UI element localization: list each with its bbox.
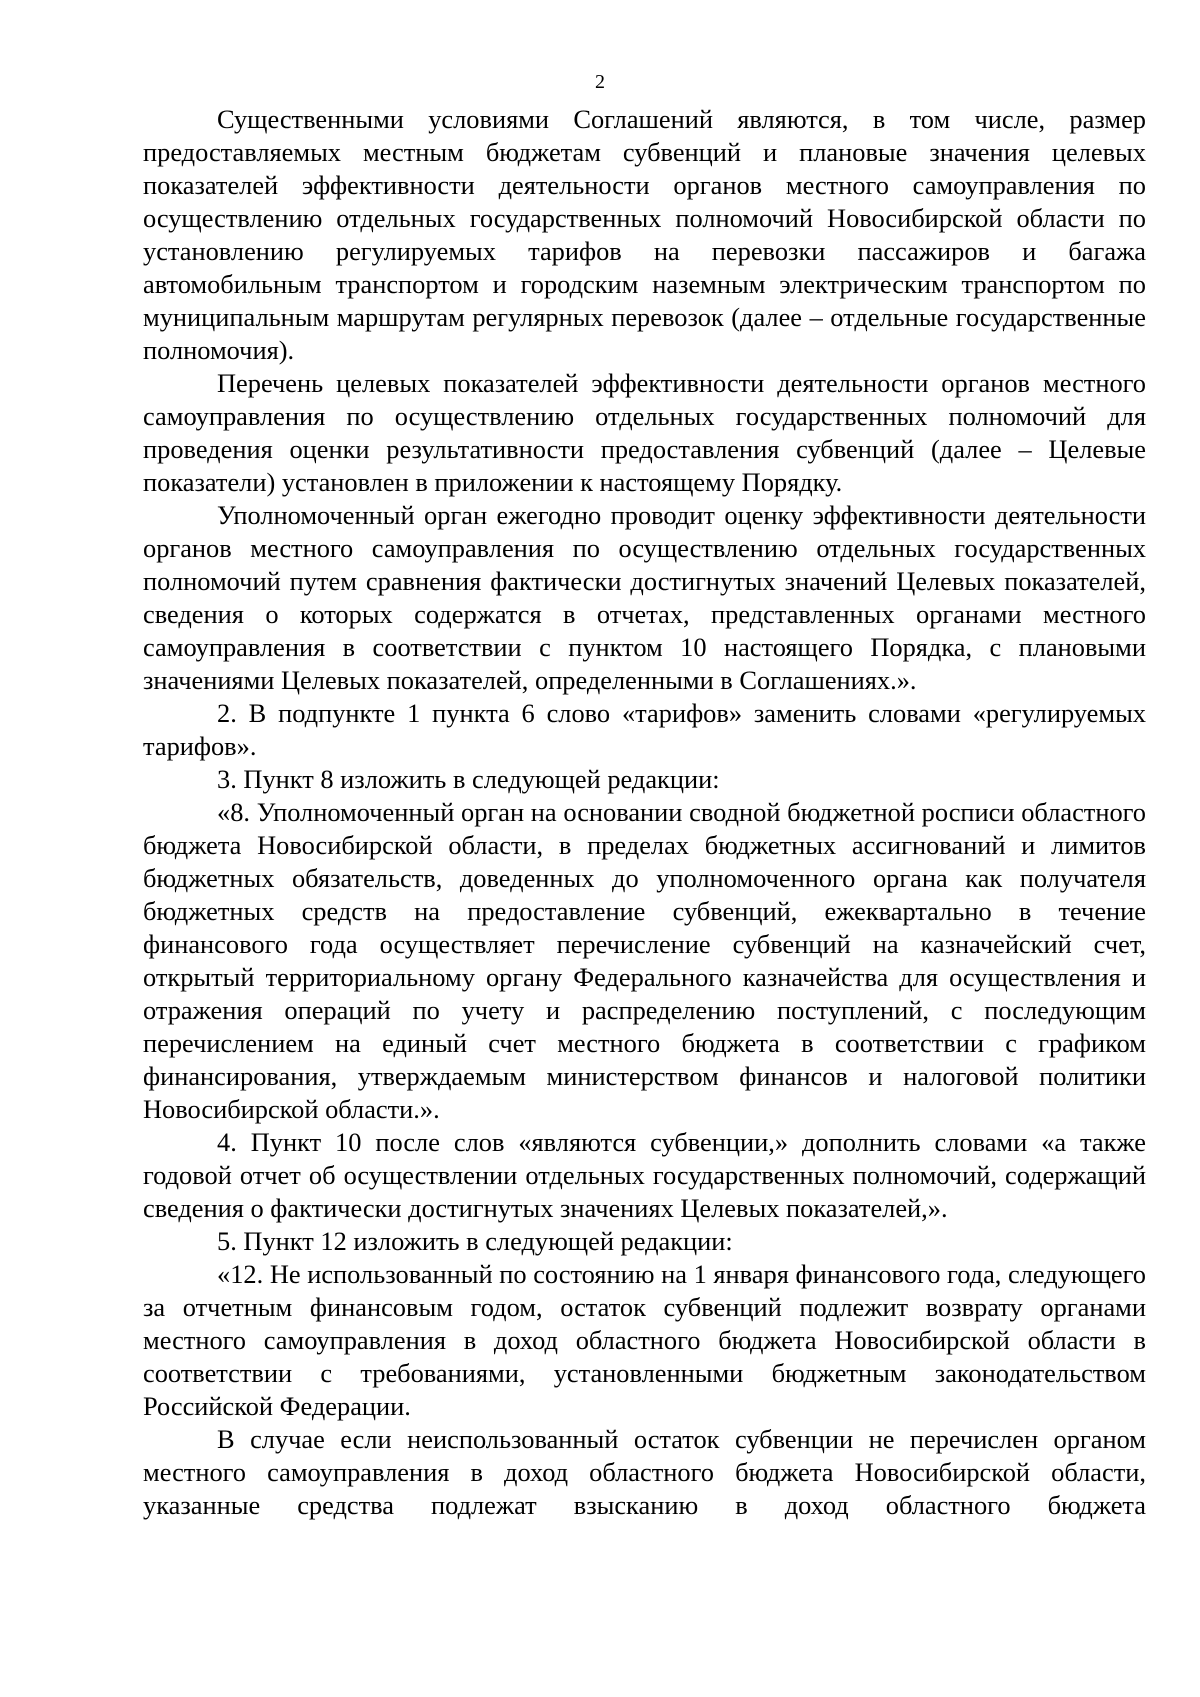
paragraph-agreement-conditions: Существенными условиями Соглашений являются, в том числе, размер предоставляемых местным бюджетам субвенций и плановые значения целевых показателей эффективности деятельности органов местного самоуправления по осуществлению отдельных государственных полномочий Новосибирской области по установлению регулируемых тарифов на перевозки пассажиров и багажа автомобильным транспортом и городским наземным электрическим транспортом по муниципальным маршрутам регулярных перевозок (далее – отдельные государственные полномочия).: [143, 104, 1146, 365]
document-body: [143, 103, 1146, 1522]
paragraph-point-12-text: «12. Не использованный по состоянию на 1 января финансового года, следующего за отчетным финансовым годом, остаток субвенций подлежит возврату органами местного самоуправления в доход областного бюджета Новосибирской области в соответствии с требованиями, установленными бюджетным законодательством Российской Федерации.: [143, 1259, 1146, 1421]
paragraph-point-8-text: «8. Уполномоченный орган на основании сводной бюджетной росписи областного бюджета Новосибирской области, в пределах бюджетных ассигнований и лимитов бюджетных обязательств, доведенных до уполномоченного органа как получателя бюджетных средств на предоставление субвенций, ежеквартально в течение финансового года осуществляет перечисление субвенций на казначейский счет, открытый территориальному органу Федерального казначейства для осуществления и отражения операций по учету и распределению поступлений, с последующим перечислением на единый счет местного бюджета в соответствии с графиком финансирования, утверждаемым министерством финансов и налоговой политики Новосибирской области.».: [143, 797, 1146, 1124]
paragraph-item-5: 5. Пункт 12 изложить в следующей редакции:: [217, 1226, 733, 1256]
paragraph-item-3: 3. Пункт 8 изложить в следующей редакции:: [217, 764, 720, 794]
paragraph-unused-balance: В случае если неиспользованный остаток субвенции не перечислен органом местного самоуправления в доход областного бюджета Новосибирской области, указанные средства подлежат взысканию в доход областного бюджета: [143, 1424, 1146, 1520]
paragraph-target-indicators-list: Перечень целевых показателей эффективности деятельности органов местного самоуправления по осуществлению отдельных государственных полномочий для проведения оценки результативности предоставления субвенций (далее – Целевые показатели) установлен в приложении к настоящему Порядку.: [143, 368, 1146, 497]
paragraph-item-4: 4. Пункт 10 после слов «являются субвенции,» дополнить словами «а также годовой отчет об осуществлении отдельных государственных полномочий, содержащий сведения о фактически достигнутых значениях Целевых показателей,».: [143, 1127, 1146, 1223]
paragraph-item-2: 2. В подпункте 1 пункта 6 слово «тарифов» заменить словами «регулируемых тарифов».: [143, 698, 1146, 761]
paragraph-efficiency-assessment: Уполномоченный орган ежегодно проводит оценку эффективности деятельности органов местного самоуправления по осуществлению отдельных государственных полномочий путем сравнения фактически достигнутых значений Целевых показателей, сведения о которых содержатся в отчетах, представленных органами местного самоуправления в соответствии с пунктом 10 настоящего Порядка, с плановыми значениями Целевых показателей, определенными в Соглашениях.».: [143, 500, 1146, 695]
page-number: 2: [595, 71, 605, 93]
